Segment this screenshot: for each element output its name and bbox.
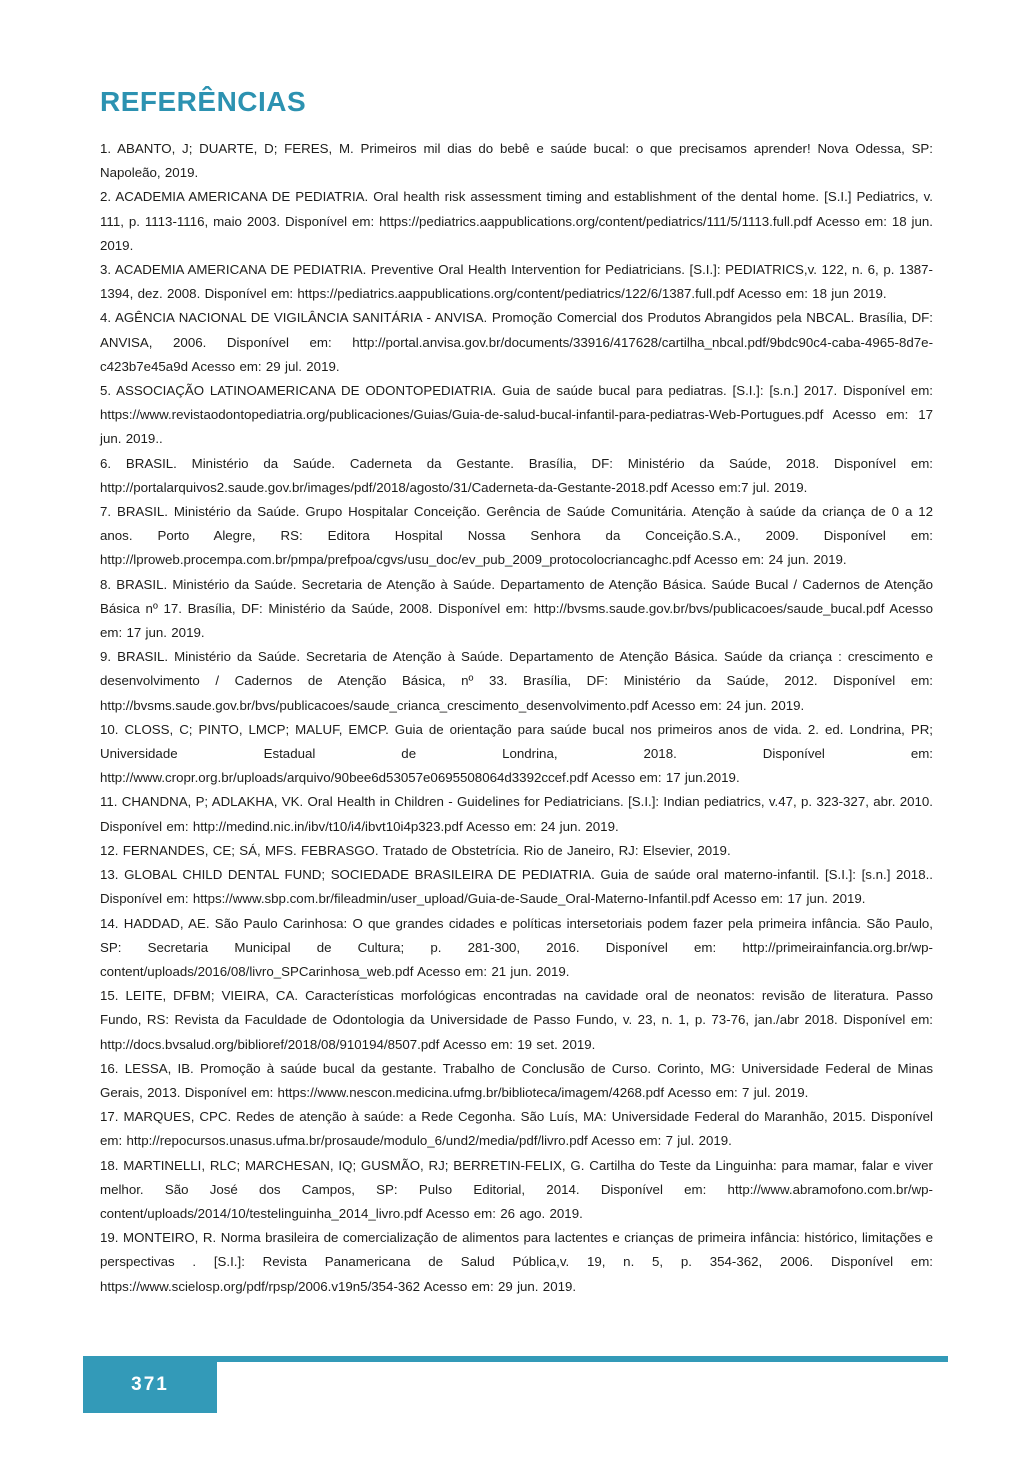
reference-item-2: 2. ACADEMIA AMERICANA DE PEDIATRIA. Oral health risk assessment timing and establishment of the dental home. [S.I.] Pediatrics, v. 111, p. 1113-1116, maio 2003. Disponível em: https://pediatrics.aappublications.org/content/pediatrics/111/5/1113.full.pdf Acesso em: 18 jun. 2019. [100, 189, 933, 253]
references-list [100, 137, 933, 1299]
reference-item-13: 13. GLOBAL CHILD DENTAL FUND; SOCIEDADE BRASILEIRA DE PEDIATRIA. Guia de saúde oral materno-infantil. [S.I.]: [s.n.] 2018.. Disponível em: https://www.sbp.com.br/fileadmin/user_upload/Guia-de-Saude_Oral-Materno-Infantil.pdf Acesso em: 17 jun. 2019. [100, 867, 933, 907]
reference-item-14: 14. HADDAD, AE. São Paulo Carinhosa: O que grandes cidades e políticas intersetoriais podem fazer pela primeira infância. São Paulo, SP: Secretaria Municipal de Cultura; p. 281-300, 2016. Disponível em: http://primeirainfancia.org.br/wp-content/uploads/2016/08/livro_SPCarinhosa_web.pdf Acesso em: 21 jun. 2019. [100, 915, 933, 979]
footer-rule [217, 1356, 948, 1362]
reference-item-10: 10. CLOSS, C; PINTO, LMCP; MALUF, EMCP. Guia de orientação para saúde bucal nos primeiros anos de vida. 2. ed. Londrina, PR; Universidade Estadual de Londrina, 2018. Disponível em: http://www.cropr.org.br/uploads/arquivo/90bee6d53057e0695508064d3392ccef.pdf Acesso em: 17 jun.2019. [100, 721, 933, 786]
reference-item-1: 1. ABANTO, J; DUARTE, D; FERES, M. Primeiros mil dias do bebê e saúde bucal: o que precisamos aprender! Nova Odessa, SP: Napoleão, 2019. [100, 141, 933, 181]
reference-item-8: 8. BRASIL. Ministério da Saúde. Secretaria de Atenção à Saúde. Departamento de Atenção Básica. Saúde Bucal / Cadernos de Atenção Básica nº 17. Brasília, DF: Ministério da Saúde, 2008. Disponível em: http://bvsms.saude.gov.br/bvs/publicacoes/saude_bucal.pdf Acesso em: 17 jun. 2019. [100, 576, 933, 641]
reference-item-19: 19. MONTEIRO, R. Norma brasileira de comercialização de alimentos para lactentes e crianças de primeira infância: histórico, limitações e perspectivas . [S.I.]: Revista Panamericana de Salud Pública,v. 19, n. 5, p. 354-362, 2006. Disponível em: https://www.scielosp.org/pdf/rpsp/2006.v19n5/354-362 Acesso em: 29 jun. 2019. [100, 1230, 933, 1294]
page-number-badge [83, 1356, 217, 1413]
reference-item-5: 5. ASSOCIAÇÃO LATINOAMERICANA DE ODONTOPEDIATRIA. Guia de saúde bucal para pediatras. [S.I.]: [s.n.] 2017. Disponível em: https://www.revistaodontopediatria.org/publicaciones/Guias/Guia-de-salud-bucal-infantil-para-pediatras-Web-Portugues.pdf Acesso em: 17 jun. 2019.. [100, 383, 933, 447]
reference-item-17: 17. MARQUES, CPC. Redes de atenção à saúde: a Rede Cegonha. São Luís, MA: Universidade Federal do Maranhão, 2015. Disponível em: http://repocursos.unasus.ufma.br/prosaude/modulo_6/und2/media/pdf/livro.pdf Acesso em: 7 jul. 2019. [100, 1109, 933, 1149]
reference-item-16: 16. LESSA, IB. Promoção à saúde bucal da gestante. Trabalho de Conclusão de Curso. Corinto, MG: Universidade Federal de Minas Gerais, 2013. Disponível em: https://www.nescon.medicina.ufmg.br/biblioteca/imagem/4268.pdf Acesso em: 7 jul. 2019. [100, 1060, 933, 1100]
reference-item-11: 11. CHANDNA, P; ADLAKHA, VK. Oral Health in Children - Guidelines for Pediatricians. [S.I.]: Indian pediatrics, v.47, p. 323-327, abr. 2010. Disponível em: http://medind.nic.in/ibv/t10/i4/ibvt10i4p323.pdf Acesso em: 24 jun. 2019. [100, 794, 933, 834]
reference-item-9: 9. BRASIL. Ministério da Saúde. Secretaria de Atenção à Saúde. Departamento de Atenção Básica. Saúde da criança : crescimento e desenvolvimento / Cadernos de Atenção Básica, nº 33. Brasília, DF: Ministério da Saúde, 2012. Disponível em: http://bvsms.saude.gov.br/bvs/publicacoes/saude_crianca_crescimento_desenvolvimento.pdf Acesso em: 24 jun. 2019. [100, 649, 933, 713]
reference-item-12: 12. FERNANDES, CE; SÁ, MFS. FEBRASGO. Tratado de Obstetrícia. Rio de Janeiro, RJ: Elsevier, 2019. [100, 842, 731, 858]
reference-item-3: 3. ACADEMIA AMERICANA DE PEDIATRIA. Preventive Oral Health Intervention for Pediatricians. [S.I.]: PEDIATRICS,v. 122, n. 6, p. 1387-1394, dez. 2008. Disponível em: https://pediatrics.aappublications.org/content/pediatrics/122/6/1387.full.pdf Acesso em: 18 jun 2019. [100, 262, 933, 302]
page-title: REFERÊNCIAS [100, 86, 307, 117]
reference-item-18: 18. MARTINELLI, RLC; MARCHESAN, IQ; GUSMÃO, RJ; BERRETIN-FELIX, G. Cartilha do Teste da Linguinha: para mamar, falar e viver melhor. São José dos Campos, SP: Pulso Editorial, 2014. Disponível em: http://www.abramofono.com.br/wp-content/uploads/2014/10/testelinguinha_2014_livro.pdf Acesso em: 26 ago. 2019. [100, 1157, 933, 1221]
reference-item-7: 7. BRASIL. Ministério da Saúde. Grupo Hospitalar Conceição. Gerência de Saúde Comunitária. Atenção à saúde da criança de 0 a 12 anos. Porto Alegre, RS: Editora Hospital Nossa Senhora da Conceição.S.A., 2009. Disponível em: http://lproweb.procempa.com.br/pmpa/prefpoa/cgvs/usu_doc/ev_pub_2009_protocolocriancaghc.pdf Acesso em: 24 jun. 2019. [100, 504, 933, 568]
reference-item-15: 15. LEITE, DFBM; VIEIRA, CA. Características morfológicas encontradas na cavidade oral de neonatos: revisão de literatura. Passo Fundo, RS: Revista da Faculdade de Odontologia da Universidade de Passo Fundo, v. 23, n. 1, p. 73-76, jan./abr 2018. Disponível em: http://docs.bvsalud.org/biblioref/2018/08/910194/8507.pdf Acesso em: 19 set. 2019. [100, 988, 933, 1052]
page-number: 371 [131, 1373, 169, 1395]
reference-item-4: 4. AGÊNCIA NACIONAL DE VIGILÂNCIA SANITÁRIA - ANVISA. Promoção Comercial dos Produtos Abrangidos pela NBCAL. Brasília, DF: ANVISA, 2006. Disponível em: http://portal.anvisa.gov.br/documents/33916/417628/cartilha_nbcal.pdf/9bdc90c4-caba-4965-8d7e-c423b7e45a9d Acesso em: 29 jul. 2019. [100, 310, 933, 374]
reference-item-6: 6. BRASIL. Ministério da Saúde. Caderneta da Gestante. Brasília, DF: Ministério da Saúde, 2018. Disponível em: http://portalarquivos2.saude.gov.br/images/pdf/2018/agosto/31/Caderneta-da-Gestante-2018.pdf Acesso em:7 jul. 2019. [100, 455, 933, 495]
